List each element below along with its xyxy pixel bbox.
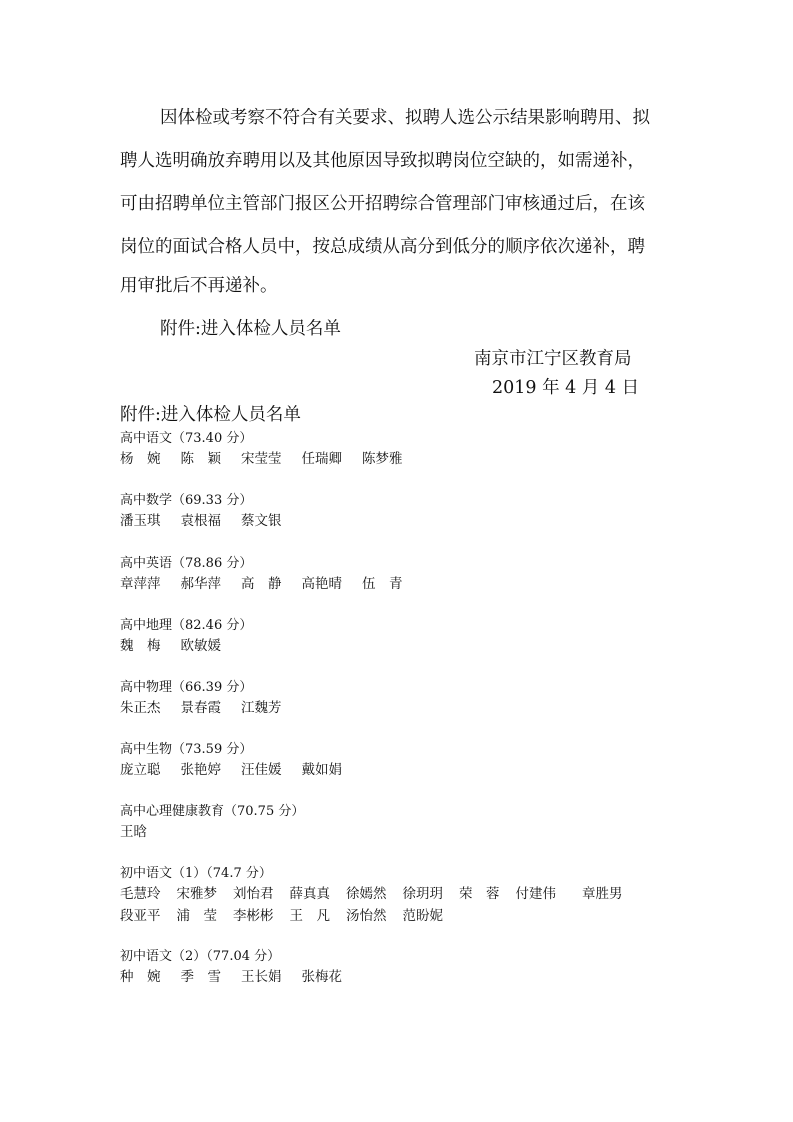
person-name: 欧敏媛 <box>180 638 221 654</box>
section-high-math <box>120 492 302 532</box>
notice-line: 聘人选明确放弃聘用以及其他原因导致拟聘岗位空缺的，如需递补， <box>120 151 645 171</box>
section-heading: 高中英语（78.86 分） <box>120 556 253 571</box>
person-name: 季 雪 <box>180 969 221 985</box>
person-name: 王长娟 <box>241 969 282 985</box>
section-middle-chinese-2 <box>120 948 362 988</box>
section-heading: 初中语文（1）（74.7 分） <box>120 866 272 881</box>
section-high-geography <box>120 617 252 657</box>
person-name: 章萍萍 <box>120 576 161 592</box>
name-row <box>120 697 302 719</box>
person-name: 段亚平 <box>120 908 161 924</box>
section-high-chinese <box>120 430 423 470</box>
person-name: 宋雅梦 <box>176 886 217 902</box>
person-name: 汪佳媛 <box>241 762 282 778</box>
person-name: 杨 婉 <box>120 451 161 467</box>
name-row <box>120 573 423 595</box>
person-name: 袁根福 <box>180 513 221 529</box>
name-row <box>120 759 362 781</box>
person-name: 陈梦雅 <box>362 451 403 467</box>
section-high-english <box>120 555 423 595</box>
person-name: 章胜男 <box>582 886 623 902</box>
person-name: 王晗 <box>120 824 147 840</box>
attachment-note: 附件:进入体检人员名单 <box>160 319 341 339</box>
person-name: 朱正杰 <box>120 700 161 716</box>
person-name: 薛真真 <box>289 886 330 902</box>
person-name: 高 静 <box>241 576 282 592</box>
person-name: 戴如娟 <box>301 762 342 778</box>
person-name: 汤怡然 <box>346 908 387 924</box>
section-heading: 高中物理（66.39 分） <box>120 680 253 695</box>
person-name: 徐玥玥 <box>402 886 443 902</box>
notice-line: 用审批后不再递补。 <box>120 276 278 296</box>
person-name: 魏 梅 <box>120 638 161 654</box>
person-name: 景春霞 <box>180 700 221 716</box>
section-middle-chinese-1 <box>120 865 623 927</box>
person-name: 蔡文银 <box>241 513 282 529</box>
notice-line: 可由招聘单位主管部门报区公开招聘综合管理部门审核通过后，在该 <box>120 194 645 214</box>
person-name: 王 凡 <box>289 908 330 924</box>
person-name: 庞立聪 <box>120 762 161 778</box>
person-name: 毛慧玲 <box>120 886 161 902</box>
section-heading: 高中语文（73.40 分） <box>120 431 253 446</box>
section-heading: 初中语文（2）（77.04 分） <box>120 949 281 964</box>
signature-date: 2019 年 4 月 4 日 <box>492 378 640 398</box>
name-row <box>120 510 302 532</box>
section-heading: 高中地理（82.46 分） <box>120 618 253 633</box>
person-name: 宋莹莹 <box>241 451 282 467</box>
person-name: 潘玉琪 <box>120 513 161 529</box>
person-name: 刘怡君 <box>233 886 274 902</box>
section-high-physics <box>120 679 302 719</box>
name-row <box>120 635 252 657</box>
section-high-psychology <box>120 803 304 843</box>
person-name: 李彬彬 <box>233 908 274 924</box>
signature-org: 南京市江宁区教育局 <box>474 349 632 369</box>
section-heading: 高中生物（73.59 分） <box>120 742 253 757</box>
person-name: 江魏芳 <box>241 700 282 716</box>
person-name: 任瑞卿 <box>301 451 342 467</box>
person-name: 付建伟 <box>515 886 556 902</box>
person-name: 张梅花 <box>301 969 342 985</box>
person-name: 郝华萍 <box>180 576 221 592</box>
person-name: 种 婉 <box>120 969 161 985</box>
person-name: 浦 莹 <box>176 908 217 924</box>
person-name: 陈 颖 <box>180 451 221 467</box>
section-high-biology <box>120 741 362 781</box>
person-name: 张艳婷 <box>180 762 221 778</box>
notice-line: 岗位的面试合格人员中，按总成绩从高分到低分的顺序依次递补，聘 <box>120 237 645 257</box>
attachment-title: 附件:进入体检人员名单 <box>120 405 301 425</box>
section-heading: 高中数学（69.33 分） <box>120 493 253 508</box>
name-row <box>120 966 362 988</box>
person-name: 徐嫣然 <box>346 886 387 902</box>
name-row <box>120 448 423 470</box>
person-name: 范盼妮 <box>402 908 443 924</box>
name-row <box>120 883 623 905</box>
name-row <box>120 905 623 927</box>
name-row <box>120 821 304 843</box>
section-heading: 高中心理健康教育（70.75 分） <box>120 804 305 819</box>
notice-line: 因体检或考察不符合有关要求、拟聘人选公示结果影响聘用、拟 <box>160 108 650 128</box>
person-name: 伍 青 <box>362 576 403 592</box>
person-name: 荣 蓉 <box>459 886 500 902</box>
person-name: 高艳晴 <box>301 576 342 592</box>
